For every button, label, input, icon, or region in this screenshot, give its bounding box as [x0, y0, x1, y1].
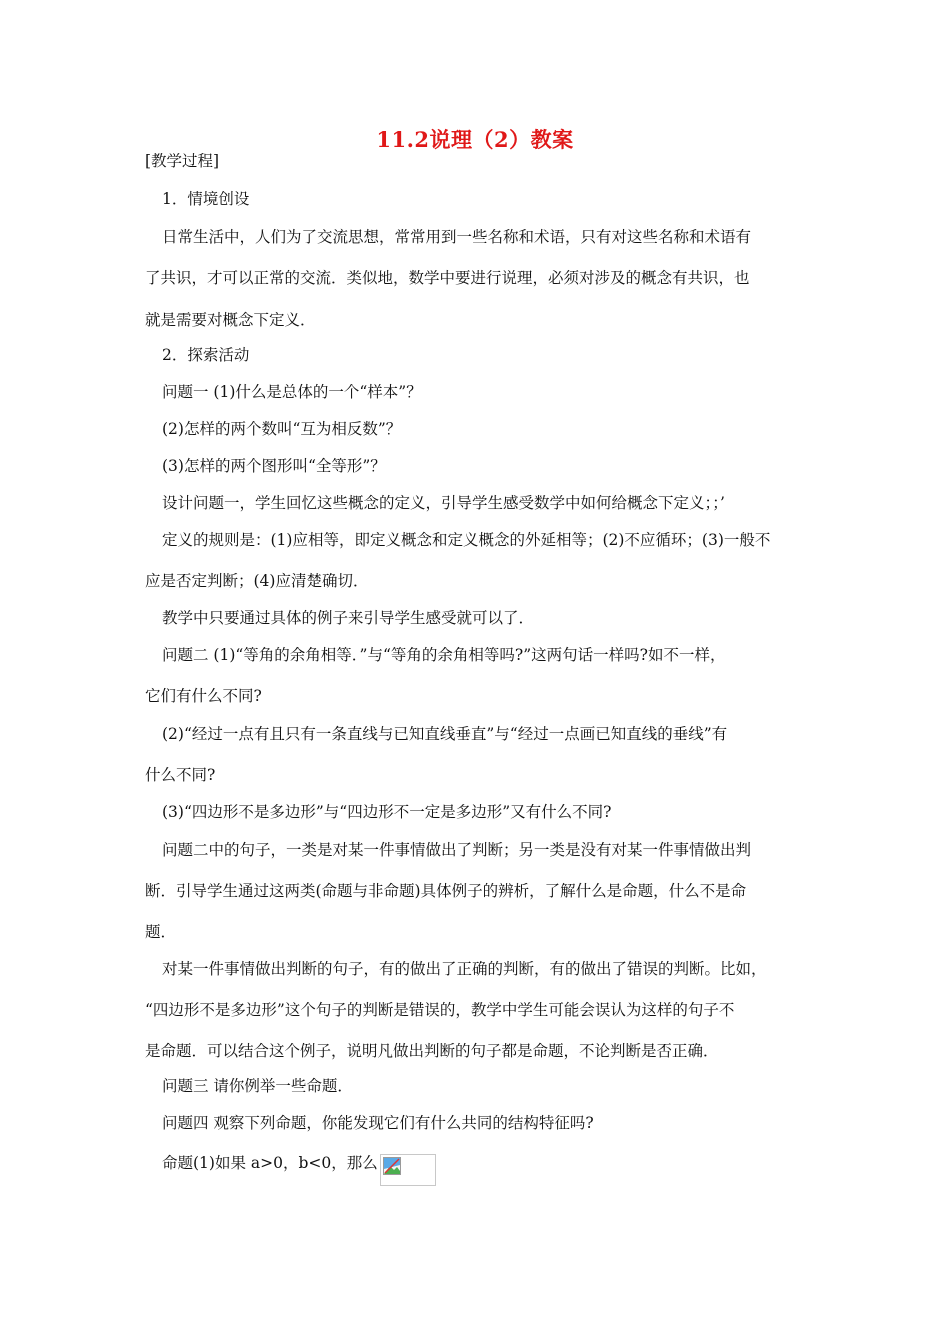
paragraph-line: 问题四 观察下列命题，你能发现它们有什么共同的结构特征吗?: [162, 1114, 594, 1132]
heading-2: 2．探索活动: [162, 346, 250, 364]
page-title: 11.2说理（2）教案: [376, 127, 574, 152]
section-label: [教学过程]: [145, 152, 220, 170]
paragraph-line: 什么不同?: [145, 766, 216, 784]
paragraph-line: 对某一件事情做出判断的句子，有的做出了正确的判断，有的做出了错误的判断。比如，: [162, 960, 767, 978]
paragraph-line: (3)“四边形不是多边形”与“四边形不一定是多边形”又有什么不同?: [162, 803, 612, 821]
paragraph-line: (3)怎样的两个图形叫“全等形”？: [162, 457, 386, 475]
proposition-line: [162, 1153, 436, 1186]
paragraph-line: 它们有什么不同?: [145, 687, 262, 705]
paragraph-line: 是命题．可以结合这个例子，说明凡做出判断的句子都是命题，不论判断是否正确．: [145, 1042, 719, 1060]
paragraph-line: 问题二中的句子，一类是对某一件事情做出了判断；另一类是没有对某一件事情做出判: [162, 841, 752, 859]
paragraph-line: 教学中只要通过具体的例子来引导学生感受就可以了．: [162, 609, 535, 627]
paragraph-line: 了共识，才可以正常的交流．类似地，数学中要进行说理，必须对涉及的概念有共识，也: [145, 269, 750, 287]
paragraph-line: “四边形不是多边形”这个句子的判断是错误的，教学中学生可能会误认为这样的句子不: [145, 1001, 735, 1019]
paragraph-line: 断．引导学生通过这两类(命题与非命题)具体例子的辨析，了解什么是命题，什么不是命: [145, 882, 747, 900]
paragraph-line: 问题二 (1)“等角的余角相等．”与“等角的余角相等吗?”这两句话一样吗?如不一样，: [162, 646, 726, 664]
paragraph-line: (2)“经过一点有且只有一条直线与已知直线垂直”与“经过一点画已知直线的垂线”有: [162, 725, 728, 743]
paragraph-line: 问题三 请你例举一些命题．: [162, 1077, 353, 1095]
paragraph-line: 设计问题一，学生回忆这些概念的定义，引导学生感受数学中如何给概念下定义；；’: [162, 494, 725, 512]
heading-1: 1．情境创设: [162, 190, 250, 208]
paragraph-line: 日常生活中，人们为了交流思想，常常用到一些名称和术语，只有对这些名称和术语有: [162, 228, 752, 246]
paragraph-line: (2)怎样的两个数叫“互为相反数”？: [162, 420, 402, 438]
paragraph-line: 应是否定判断；(4)应清楚确切．: [145, 572, 369, 590]
paragraph-line: 就是需要对概念下定义．: [145, 311, 316, 329]
broken-image-icon: [380, 1154, 436, 1186]
paragraph-line: 题．: [145, 923, 177, 941]
proposition-text: 命题(1)如果 a>0，b<0，那么: [162, 1154, 378, 1172]
paragraph-line: 定义的规则是：(1)应相等，即定义概念和定义概念的外延相等；(2)不应循环；(3)一般不: [162, 531, 771, 549]
paragraph-line: 问题一 (1)什么是总体的一个“样本”？: [162, 383, 422, 401]
